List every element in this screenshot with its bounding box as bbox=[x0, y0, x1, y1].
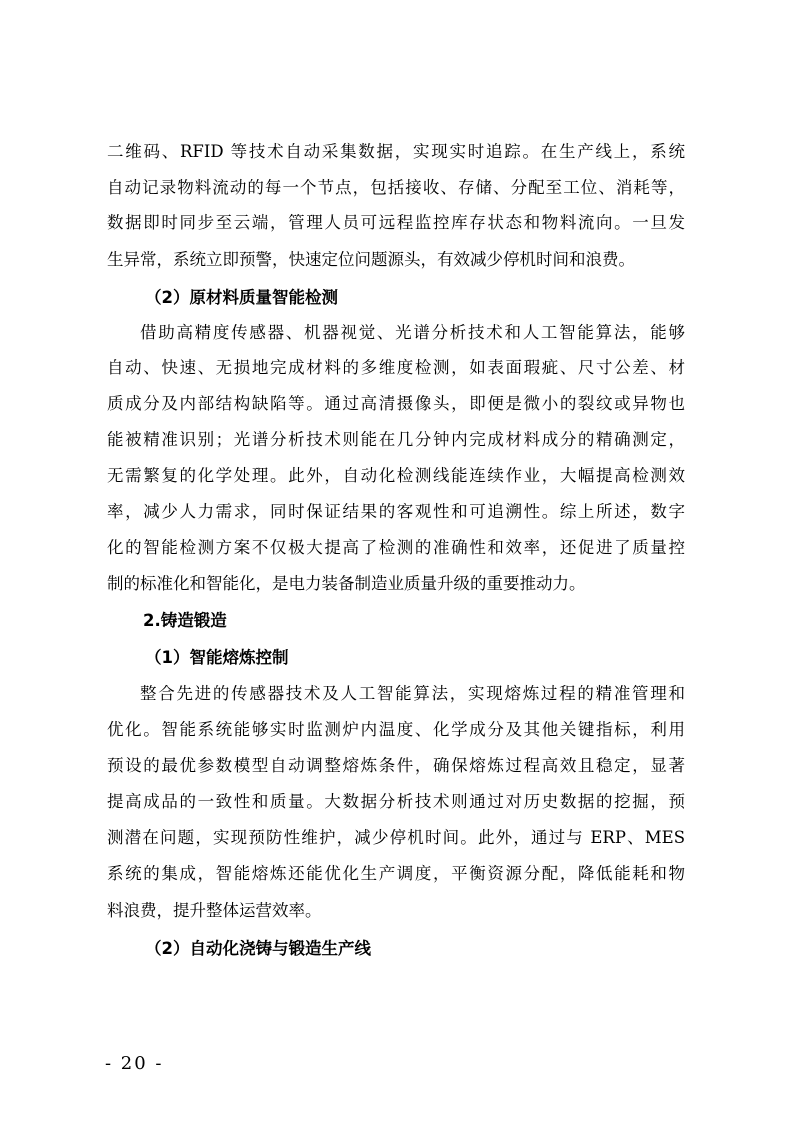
paragraph-line: 自动、快速、无损地完成材料的多维度检测，如表面瑕疵、尺寸公差、材 bbox=[107, 358, 685, 377]
paragraph-line: 优化。智能系统能够实时监测炉内温度、化学成分及其他关键指标，利用 bbox=[107, 720, 685, 739]
paragraph-line: 能被精准识别；光谱分析技术则能在几分钟内完成材料成分的精确测定， bbox=[107, 430, 685, 449]
paragraph-line: 测潜在问题，实现预防性维护，减少停机时间。此外，通过与 ERP、MES bbox=[107, 828, 685, 847]
paragraph-line: 制的标准化和智能化，是电力装备制造业质量升级的重要推动力。 bbox=[107, 574, 586, 593]
paragraph-line: 数据即时同步至云端，管理人员可远程监控库存状态和物料流向。一旦发 bbox=[107, 213, 685, 232]
paragraph-line: 提高成品的一致性和质量。大数据分析技术则通过对历史数据的挖掘，预 bbox=[107, 792, 685, 811]
paragraph-line: 整合先进的传感器技术及人工智能算法，实现熔炼过程的精准管理和 bbox=[140, 684, 685, 703]
section-heading: （2）原材料质量智能检测 bbox=[145, 288, 338, 307]
section-heading: （2）自动化浇铸与锻造生产线 bbox=[145, 939, 371, 958]
paragraph-line: 预设的最优参数模型自动调整熔炼条件，确保熔炼过程高效且稳定，显著 bbox=[107, 756, 685, 775]
paragraph-line: 生异常，系统立即预警，快速定位问题源头，有效减少停机时间和浪费。 bbox=[107, 250, 635, 269]
paragraph-line: 料浪费，提升整体运营效率。 bbox=[107, 901, 322, 920]
page-number: - 20 - bbox=[105, 1053, 164, 1074]
section-heading: 2.铸造锻造 bbox=[143, 611, 227, 630]
paragraph-line: 无需繁复的化学处理。此外，自动化检测线能连续作业，大幅提高检测效 bbox=[107, 466, 685, 485]
paragraph-line: 自动记录物料流动的每一个节点，包括接收、存储、分配至工位、消耗等， bbox=[107, 178, 685, 197]
section-heading: （1）智能熔炼控制 bbox=[145, 648, 289, 667]
paragraph-line: 二维码、RFID 等技术自动采集数据，实现实时追踪。在生产线上，系统 bbox=[107, 142, 685, 161]
paragraph-line: 率，减少人力需求，同时保证结果的客观性和可追溯性。综上所述，数字 bbox=[107, 502, 685, 521]
paragraph-line: 系统的集成，智能熔炼还能优化生产调度，平衡资源分配，降低能耗和物 bbox=[107, 864, 685, 883]
paragraph-line: 借助高精度传感器、机器视觉、光谱分析技术和人工智能算法，能够 bbox=[140, 323, 685, 342]
paragraph-line: 化的智能检测方案不仅极大提高了检测的准确性和效率，还促进了质量控 bbox=[107, 538, 685, 557]
paragraph-line: 质成分及内部结构缺陷等。通过高清摄像头，即便是微小的裂纹或异物也 bbox=[107, 394, 685, 413]
